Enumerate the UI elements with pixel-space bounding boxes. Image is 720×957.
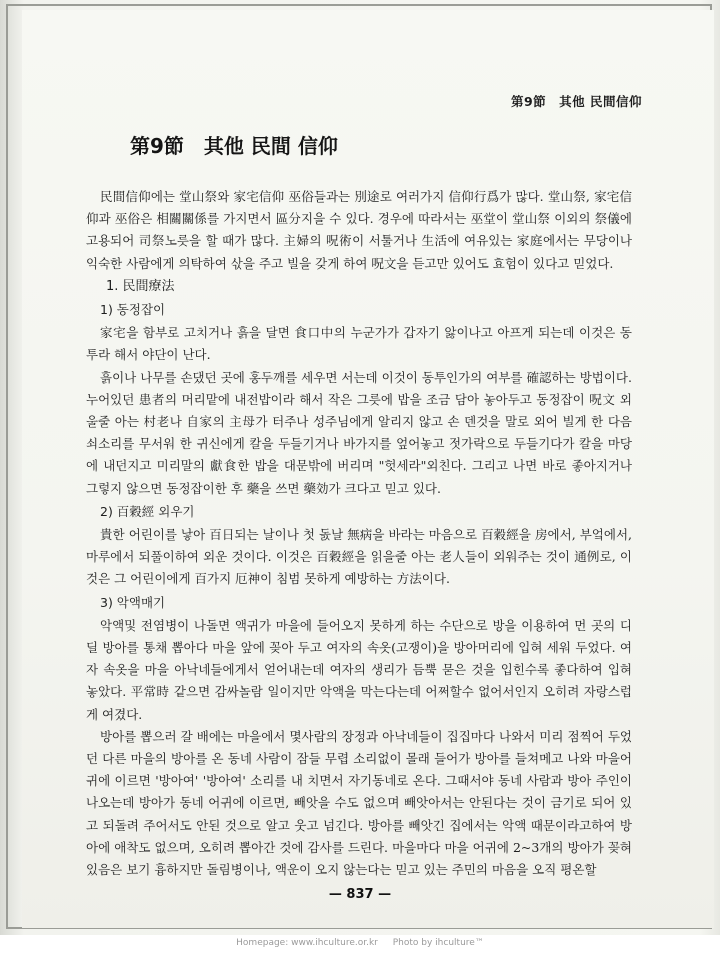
- section-title: 第9節 其他 民間 信仰: [130, 134, 338, 158]
- paragraph: 貴한 어린이를 낳아 百日되는 날이나 첫 돐날 無病을 바라는 마음으로 百穀經을 房에서, 부엌에서, 마루에서 되풀이하여 외운 것이다. 이것은 百穀經을 읽을줄 아는 老人들이 외워주는 것이 通例로, 이것은 그 어린이에게 百가지 厄神이 침범 못하게 예방하는 方法이다.: [86, 527, 632, 587]
- photo-footer: [0, 935, 720, 957]
- photo-credit: Photo by ihculture™: [392, 938, 484, 948]
- page-number: — 837 —: [328, 887, 392, 902]
- subheading-dongjeongjabi: 1) 동정잡이: [100, 302, 166, 318]
- paragraph: 악액및 전염병이 나돌면 액귀가 마을에 들어오지 못하게 하는 수단으로 방을 이용하여 먼 곳의 디딜 방아를 통채 뽑아다 마을 앞에 꽂아 두고 여자의 속옷(고쟁이)을 방아머리에 입혀 세워 두었다. 여자 속옷을 마을 아낙네들에게서 얻어내는데 여자의 생리가 듬뿍 묻은 것을 입힌수록 좋다하여 입혀 놓았다. 平常時 같으면 감싸놀람 일이지만 악액을 막는다는데 어쩌할수 없어서인지 오히려 자랑스럽게 여겼다.: [86, 617, 632, 722]
- running-header: 第9節 其他 民間信仰: [510, 94, 642, 109]
- subheading-baekgokgyeong: 2) 百穀經 외우기: [100, 503, 195, 519]
- body-text: [86, 186, 632, 881]
- heading-folk-remedies: 1. 民間療法: [106, 278, 175, 294]
- subheading-akaekmaegi: 3) 악액매기: [100, 594, 166, 610]
- homepage-credit: Homepage: www.ihculture.or.kr: [236, 938, 378, 948]
- paragraph: 家宅을 함부로 고치거나 흙을 달면 食口中의 누군가가 갑자기 앓이나고 아프게 되는데 이것은 동투라 해서 야단이 난다.: [86, 325, 632, 363]
- intro-paragraph: 民間信仰에는 堂山祭와 家宅信仰 巫俗들과는 別途로 여러가지 信仰行爲가 많다. 堂山祭, 家宅信仰과 巫俗은 相關關係를 가지면서 區分지을 수 있다. 경우에 따라서는 巫堂이 堂山祭 이외의 祭儀에 고용되어 司祭노릇을 할 때가 많다. 主婦의 呪術이 서툴거나 生活에 여유있는 家庭에서는 무당이나 익숙한 사람에게 의탁하여 삯을 주고 빌을 갖게 하여 呪文을 듣고만 있어도 효험이 있다고 믿었다.: [86, 189, 632, 271]
- paragraph: 흙이나 나무를 손댔던 곳에 홍두깨를 세우면 서는데 이것이 동투인가의 여부를 確認하는 방법이다. 누어있던 患者의 머리맡에 내전밥이라 해서 작은 그릇에 밥을 조금 담아 놓아두고 동정잡이 呪文 외울줄 아는 村老나 自家의 主母가 터주나 성주님에게 알리지 않고 손 덴것을 말로 외어 빌게 한 다음 쇠소리를 무서워 한 귀신에게 칼을 두들기거나 바가지를 엎어놓고 젓가락으로 두들기다가 칼을 마당에 내던지고 미리말의 獻食한 밥을 대문밖에 버리며 "헛세라"외친다. 그리고 나면 바로 좋아지거나 그렇지 않으면 동정잡이한 후 藥을 쓰면 藥効가 크다고 믿고 있다.: [86, 369, 632, 496]
- paragraph: 방아를 뽑으러 갈 배에는 마을에서 몇사람의 장정과 아낙네들이 집집마다 나와서 미리 점찍어 두었던 다른 마을의 방아를 온 동네 사람이 잠들 무렵 소리없이 몰래 들어가 방아를 들쳐메고 나와 마을어귀에 이르면 '방아여' '방아여' 소리를 내 치면서 자기동네로 온다. 그때서야 동네 사람과 방아 주인이 나오는데 방아가 동네 어귀에 이르면, 빼앗을 수도 없으며 빼앗아서는 안된다는 것이 금기로 되어 있고 되돌려 주어서도 안된 것으로 알고 웃고 넘긴다. 방아를 빼앗긴 집에서는 악액 때문이라고하여 방아에 애착도 없으며, 오히려 뽑아간 것에 감사를 드린다. 마을마다 마을 어귀에 2~3개의 방아가 꽂혀있음은 보기 흉하지만 돌림병이나, 액운이 오지 않는다는 믿고 있는 주민의 마음을 오직 평온할: [86, 728, 632, 878]
